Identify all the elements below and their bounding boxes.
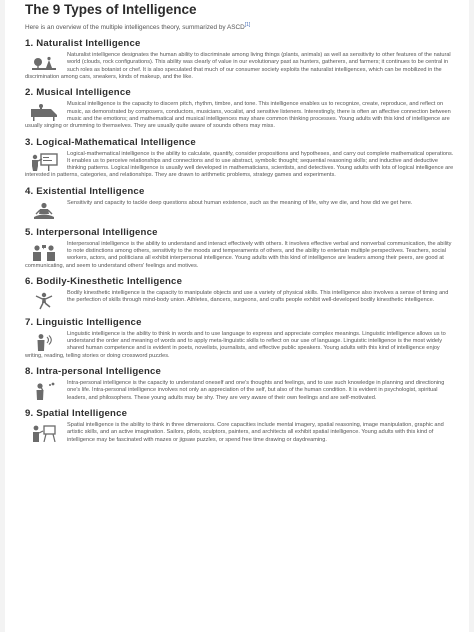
intro-text <box>25 21 455 32</box>
section-bodily-kinesthetic <box>25 276 455 311</box>
section-title: 1. Naturalist Intelligence <box>25 38 141 50</box>
section-body: Naturalist intelligence designates the human ability to discriminate among living things (plants, animals) as well as sensitivity to other features of the natural world (clouds, rock configurations). This ability was clearly of value in our evolutionary past as hunters, gatherers, and farmers; it continues to be central in such roles as botanist or chef. It is also speculated that much of our consumer society exploits the naturalist intelligences, which can be mobilized in the discrimination among cars, sneakers, kinds of makeup, and the like. <box>25 52 451 81</box>
section-title: 5. Interpersonal Intelligence <box>25 226 158 238</box>
chalkboard-icon <box>27 152 61 172</box>
section-body: Linguistic intelligence is the ability to think in words and to use language to express and appreciate complex meanings. Linguistic intelligence allows us to understand the order and meaning of words and to apply meta-linguistic skills to reflect on our use of language. Linguistic intelligence is the most widely shared human competence and is evident in poets, novelists, journalists, and effective public speakers. Young adults with this kind of intelligence enjoy writing, reading, telling stories or doing crossword puzzles. <box>25 330 446 359</box>
speaker-icon <box>27 332 61 352</box>
naturalist-icon <box>27 53 61 73</box>
section-title: 2. Musical Intelligence <box>25 87 131 99</box>
section-existential <box>25 186 455 221</box>
section-title: 8. Intra-personal Intelligence <box>25 366 162 378</box>
section-title: 3. Logical-Mathematical Intelligence <box>25 136 196 148</box>
conversation-icon <box>27 242 61 262</box>
section-body: Spatial intelligence is the ability to think in three dimensions. Core capacities include mental imagery, spatial reasoning, image manipulation, graphic and artistic skills, and an active imagination. Sailors, pilots, sculptors, painters, and architects all exhibit spatial intelligence. Young adults with this kind of intelligence may be fascinated with mazes or jigsaw puzzles, or spend free time drawing or daydreaming. <box>67 421 444 443</box>
dancer-icon <box>27 291 61 311</box>
section-body: Interpersonal intelligence is the ability to understand and interact effectively with others. It involves effective verbal and nonverbal communication, the ability to note distinctions among others, sensitivity to the moods and temperaments of others, and the ability to entertain multiple perspectives. Teachers, social workers, actors, and politicians all exhibit interpersonal intelligence. Young adults with this kind of intelligence are leaders among their peers, are good at communicating, and seem to understand others' feelings and motives. <box>25 240 452 269</box>
section-body: Bodily kinesthetic intelligence is the capacity to manipulate objects and use a variety of physical skills. This intelligence also involves a sense of timing and the perfection of skills through mind-body union. Athletes, dancers, surgeons, and crafts people exhibit well-developed bodily kinesthetic intelligence. <box>67 289 449 304</box>
section-body: Intra-personal intelligence is the capacity to understand oneself and one's thoughts and feelings, and to use such knowledge in planning and directioning one's life. Intra-personal intelligence involves not only an appreciation of the self, but also of the human condition. It is evident in psychologist, spiritual leaders, and philosophers. These young adults may be shy. They are very aware of their own feelings and are self-motivated. <box>67 380 445 401</box>
section-naturalist <box>25 38 455 81</box>
section-linguistic <box>25 317 455 360</box>
section-spatial <box>25 408 455 444</box>
section-body: Sensitivity and capacity to tackle deep questions about human existence, such as the meaning of life, why we die, and how did we get here. <box>67 199 413 206</box>
section-title: 4. Existential Intelligence <box>25 185 145 197</box>
piano-icon <box>27 102 61 122</box>
section-title: 9. Spatial Intelligence <box>25 407 128 419</box>
section-interpersonal <box>25 227 455 270</box>
section-musical <box>25 87 455 130</box>
section-body: Musical intelligence is the capacity to discern pitch, rhythm, timbre, and tone. This intelligence enables us to recognize, create, reproduce, and reflect on music, as demonstrated by composers, conductors, musicians, vocalist, and sensitive listeners. Interestingly, there is often an affective connection between music and the emotions; and mathematical and musical intelligences may share common thinking processes. Young adults with this kind of intelligence are usually singing or drumming to themselves. They are usually quite aware of sounds others may miss. <box>25 101 451 130</box>
section-intrapersonal <box>25 366 455 402</box>
reflection-icon <box>27 381 61 401</box>
intro-reference-link[interactable]: [1] <box>244 22 251 28</box>
document-page <box>5 0 469 632</box>
intro-sentence: Here is an overview of the multiple intelligences theory, summarized by ASCD <box>25 24 245 32</box>
section-title: 6. Bodily-Kinesthetic Intelligence <box>25 275 183 287</box>
meditation-icon <box>27 201 61 221</box>
section-body: Logical-mathematical intelligence is the ability to calculate, quantify, consider propositions and hypotheses, and carry out complete mathematical operations. It enables us to perceive relationships and connections and to use abstract, symbolic thought; sequential reasoning skills; and inductive and deductive thinking patterns. Logical intelligence is usually well developed in mathematicians, scientists, and detectives. Young adults with lots of logical intelligence are interested in patterns, categories, and relationships. They are drawn to arithmetic problems, strategy games and experiments. <box>25 150 454 179</box>
page-title: The 9 Types of Intelligence <box>25 2 197 17</box>
section-logical-mathematical <box>25 137 455 180</box>
easel-icon <box>27 423 61 443</box>
section-title: 7. Linguistic Intelligence <box>25 316 142 328</box>
